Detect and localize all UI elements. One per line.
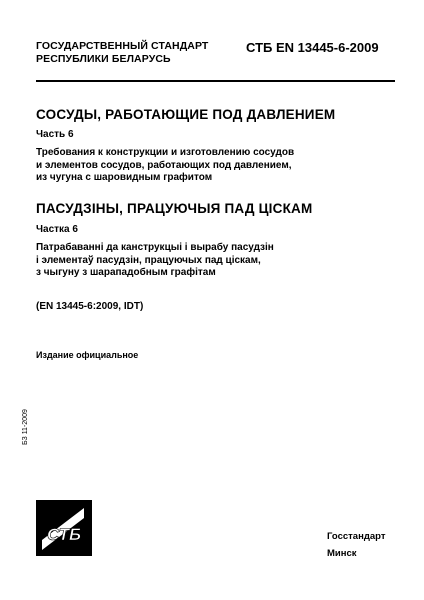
subtitle-belarusian-line2: і элементаў пасудзін, працуючых пад ціскам,: [36, 254, 261, 266]
publisher-name: Госстандарт: [327, 531, 386, 542]
title-belarusian: ПАСУДЗІНЫ, ПРАЦУЮЧЫЯ ПАД ЦІСКАМ: [36, 201, 313, 216]
stb-logo-icon: [36, 500, 92, 556]
issuing-body-line2: РЕСПУБЛИКИ БЕЛАРУСЬ: [36, 53, 171, 65]
publisher: [327, 528, 385, 562]
issuing-body-line1: ГОСУДАРСТВЕННЫЙ СТАНДАРТ: [36, 40, 209, 52]
subtitle-russian-line3: из чугуна с шаровидным графитом: [36, 172, 213, 183]
title-russian: СОСУДЫ, РАБОТАЮЩИЕ ПОД ДАВЛЕНИЕМ: [36, 107, 336, 122]
subtitle-russian-line2: и элементов сосудов, работающих под давлением,: [36, 159, 292, 171]
edition-note: Издание официальное: [36, 350, 139, 360]
subtitle-russian-line1: Требования к конструкции и изготовлению сосудов: [36, 147, 295, 158]
issuing-body: [36, 40, 208, 66]
stb-logo-text: СТБ: [46, 525, 82, 544]
stb-logo-graphic: [36, 500, 92, 556]
subtitle-belarusian-line1: Патрабаванні да канструкцыі і вырабу пасудзін: [36, 242, 274, 253]
part-russian: Часть 6: [36, 129, 74, 140]
part-belarusian: Частка 6: [36, 224, 78, 235]
subtitle-russian: [36, 147, 376, 185]
side-code: БЗ 11-2009: [22, 409, 29, 445]
header-divider: [36, 80, 395, 82]
identity-statement: (EN 13445-6:2009, IDT): [36, 301, 144, 312]
standard-code: СТБ EN 13445-6-2009: [246, 40, 379, 55]
publisher-city: Минск: [327, 548, 357, 559]
subtitle-belarusian: [36, 242, 376, 280]
subtitle-belarusian-line3: з чыгуну з шарападобным графітам: [36, 267, 216, 278]
